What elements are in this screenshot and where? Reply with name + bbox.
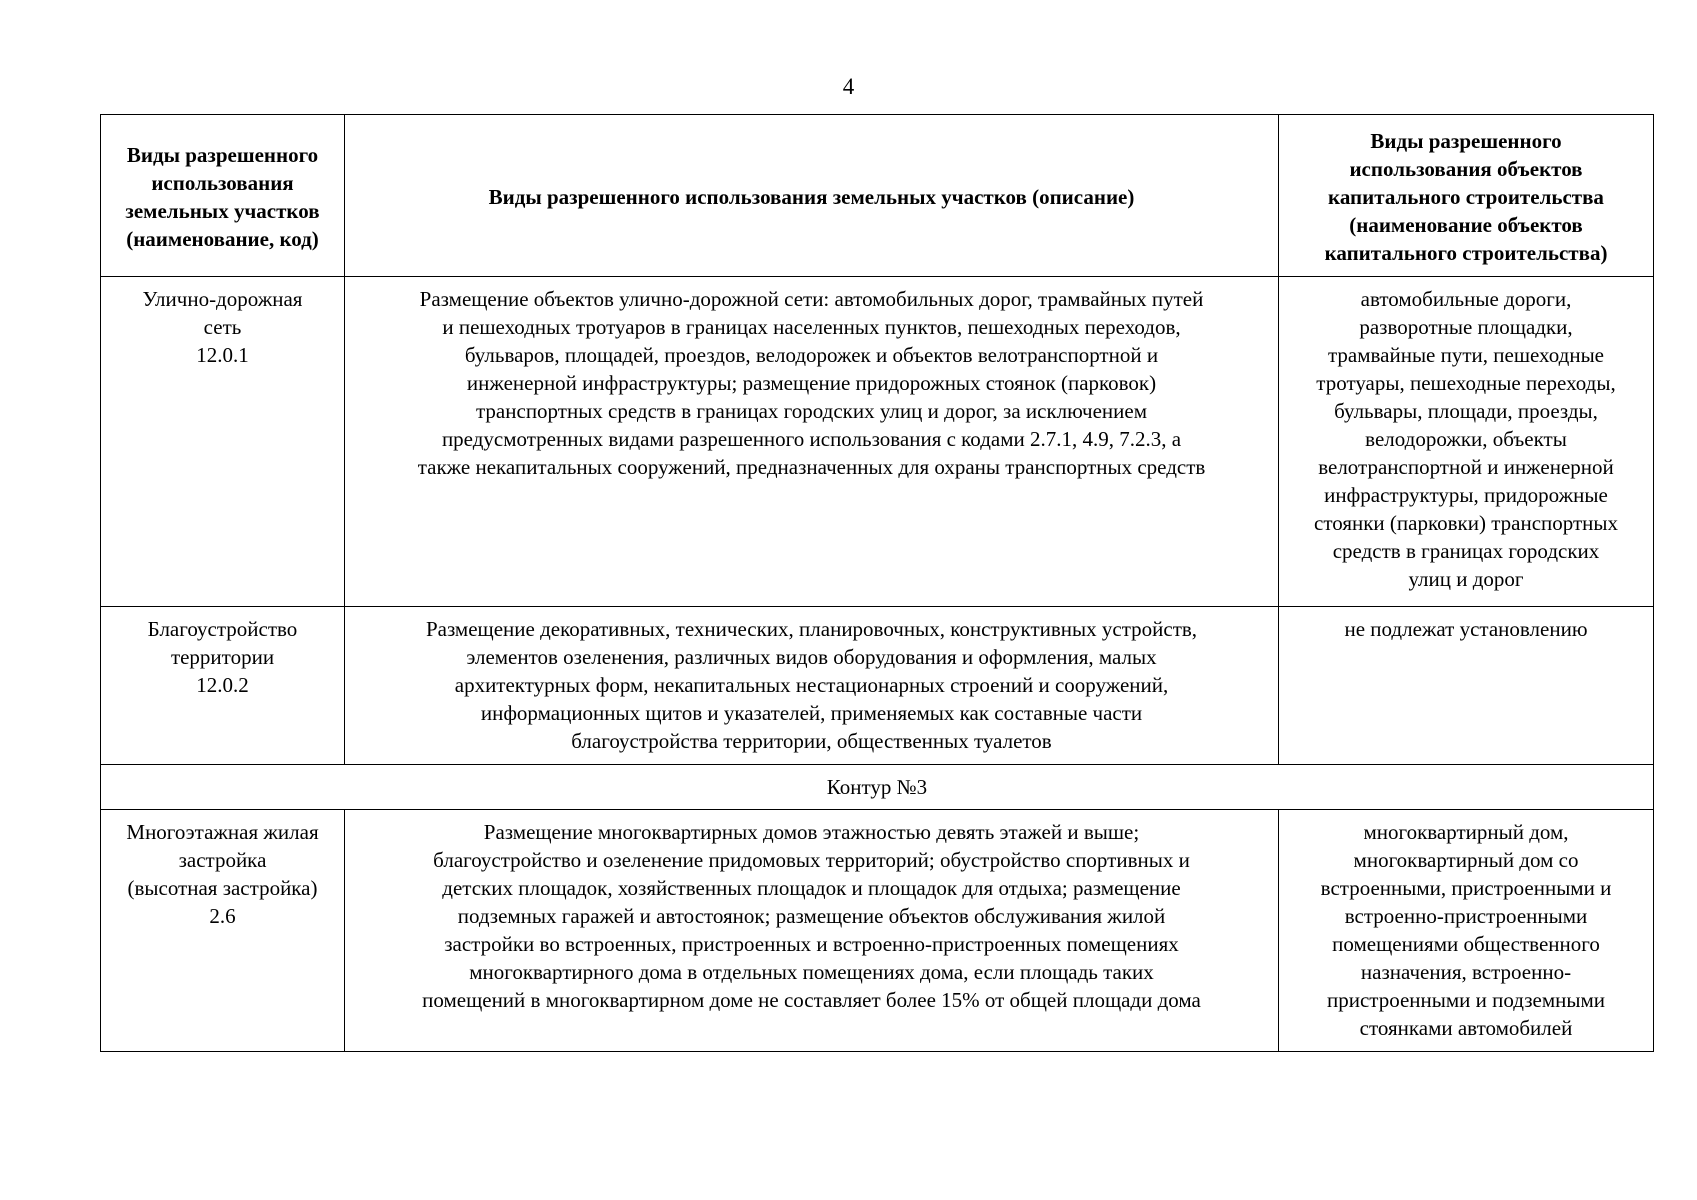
- cell-line: средств в границах городских: [1332, 539, 1600, 563]
- cell-line: и пешеходных тротуаров в границах населенных пунктов, пешеходных переходов,: [442, 315, 1181, 339]
- cell-line: встроенными, пристроенными и: [1320, 876, 1612, 900]
- cell-line: инженерной инфраструктуры; размещение придорожных стоянок (парковок): [466, 371, 1157, 395]
- land-use-name-cell: [101, 607, 345, 765]
- header-line: Виды разрешенного: [126, 142, 319, 167]
- header-land-use-description: Виды разрешенного использования земельных участков (описание): [345, 115, 1279, 277]
- land-use-name-cell: [101, 810, 345, 1052]
- cell-line: Размещение многоквартирных домов этажностью девять этажей и выше;: [483, 820, 1140, 844]
- land-use-code: 12.0.1: [196, 343, 249, 367]
- cell-line: не подлежат установлению: [1344, 617, 1588, 641]
- cell-line: стоянками автомобилей: [1359, 1016, 1573, 1040]
- cell-line: территории: [170, 645, 275, 669]
- cell-line: стоянки (парковки) транспортных: [1314, 511, 1618, 535]
- cell-line: транспортных средств в границах городских улиц и дорог, за исключением: [476, 399, 1147, 423]
- cell-line: архитектурных форм, некапитальных нестационарных строений и сооружений,: [454, 673, 1169, 697]
- header-line: капитального строительства): [1324, 240, 1608, 265]
- capital-objects-cell: [1279, 810, 1654, 1052]
- page-number: 4: [842, 74, 855, 99]
- cell-line: автомобильные дороги,: [1360, 287, 1572, 311]
- header-line: (наименование, код): [126, 226, 319, 251]
- header-line: Виды разрешенного: [1370, 128, 1562, 153]
- table-row: [101, 277, 1654, 607]
- cell-line: помещениями общественного: [1332, 932, 1600, 956]
- cell-line: бульваров, площадей, проездов, велодорожек и объектов велотранспортной и: [464, 343, 1159, 367]
- table-header-row: [101, 115, 1654, 277]
- contour-label: Контур №3: [101, 765, 1654, 810]
- capital-objects-cell: [1279, 607, 1654, 765]
- contour-row: [101, 765, 1654, 810]
- table-row: [101, 607, 1654, 765]
- land-use-code: 2.6: [209, 904, 236, 928]
- land-use-description-cell: [345, 277, 1279, 607]
- land-use-description-cell: [345, 810, 1279, 1052]
- cell-line: информационных щитов и указателей, применяемых как составные части: [480, 701, 1143, 725]
- cell-line: инфраструктуры, придорожные: [1324, 483, 1608, 507]
- cell-line: Благоустройство: [147, 617, 298, 641]
- header-line: земельных участков: [125, 198, 320, 223]
- table-row: [101, 810, 1654, 1052]
- cell-line: предусмотренных видами разрешенного использования с кодами 2.7.1, 4.9, 7.2.3, а: [441, 427, 1182, 451]
- cell-line: многоквартирный дом,: [1363, 820, 1569, 844]
- header-line: (наименование объектов: [1349, 212, 1583, 237]
- cell-line: Улично-дорожная: [142, 287, 303, 311]
- cell-line: также некапитальных сооружений, предназначенных для охраны транспортных средств: [417, 455, 1206, 479]
- cell-line: помещений в многоквартирном доме не составляет более 15% от общей площади дома: [422, 988, 1201, 1012]
- cell-line: благоустройство и озеленение придомовых территорий; обустройство спортивных и: [433, 848, 1190, 872]
- cell-line: Многоэтажная жилая: [126, 820, 319, 844]
- cell-line: назначения, встроенно-: [1360, 960, 1572, 984]
- land-use-description-cell: [345, 607, 1279, 765]
- cell-line: бульвары, площади, проезды,: [1334, 399, 1598, 423]
- cell-line: (высотная застройка): [127, 876, 318, 900]
- cell-line: элементов озеленения, различных видов оборудования и оформления, малых: [466, 645, 1157, 669]
- cell-line: велотранспортной и инженерной: [1318, 455, 1614, 479]
- header-line: капитального строительства: [1328, 184, 1604, 209]
- cell-line: многоквартирного дома в отдельных помещениях дома, если площадь таких: [469, 960, 1154, 984]
- header-line: использования объектов: [1349, 156, 1583, 181]
- header-capital-objects: [1279, 115, 1654, 277]
- land-use-name-cell: [101, 277, 345, 607]
- cell-line: застройки во встроенных, пристроенных и встроенно-пристроенных помещениях: [444, 932, 1179, 956]
- cell-line: подземных гаражей и автостоянок; размещение объектов обслуживания жилой: [457, 904, 1166, 928]
- header-line: использования: [151, 170, 294, 195]
- cell-line: тротуары, пешеходные переходы,: [1316, 371, 1616, 395]
- cell-line: улиц и дорог: [1408, 567, 1524, 591]
- cell-line: сеть: [203, 315, 242, 339]
- cell-line: разворотные площадки,: [1359, 315, 1573, 339]
- header-land-use-name: [101, 115, 345, 277]
- cell-line: встроенно-пристроенными: [1344, 904, 1588, 928]
- cell-line: Размещение декоративных, технических, планировочных, конструктивных устройств,: [425, 617, 1198, 641]
- cell-line: Размещение объектов улично-дорожной сети: автомобильных дорог, трамвайных путей: [419, 287, 1204, 311]
- cell-line: многоквартирный дом со: [1353, 848, 1579, 872]
- cell-line: пристроенными и подземными: [1326, 988, 1605, 1012]
- land-use-code: 12.0.2: [196, 673, 249, 697]
- cell-line: трамвайные пути, пешеходные: [1327, 343, 1605, 367]
- cell-line: благоустройства территории, общественных туалетов: [571, 729, 1052, 753]
- cell-line: детских площадок, хозяйственных площадок и площадок для отдыха; размещение: [442, 876, 1181, 900]
- land-use-table: [100, 114, 1654, 1052]
- capital-objects-cell: [1279, 277, 1654, 607]
- cell-line: застройка: [178, 848, 267, 872]
- cell-line: велодорожки, объекты: [1365, 427, 1567, 451]
